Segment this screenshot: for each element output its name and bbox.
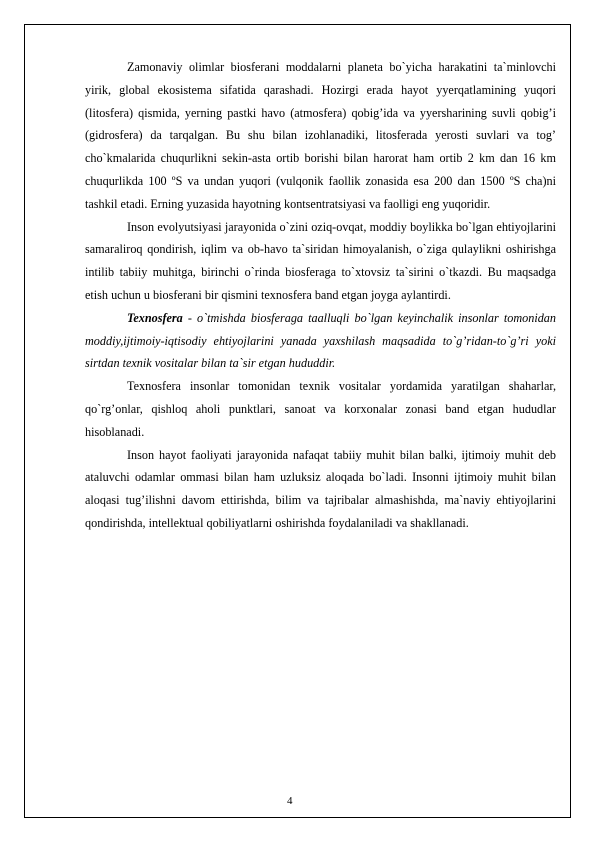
- definition-text: - o`tmishda biosferaga taalluqli bo`lgan keyinchalik insonlar tomonidan moddiy,ijtimoiy-iqtisodiy ehtiyojlarini yanada yaxshilash maqsadida to`g’ridan-to`g’ri yoki sirtdan texnik vositalar bilan ta`sir etgan hududdir.: [85, 310, 556, 371]
- paragraph-technosphere-areas: Texnosfera insonlar tomonidan texnik vositalar yordamida yaratilgan shaharlar, qo`rg’onlar, qishloq aholi punktlari, sanoat va korxonalar zonasi band etgan hududlar hisoblanadi.: [85, 379, 556, 439]
- paragraph-human-evolution: Inson evolyutsiyasi jarayonida o`zini oziq-ovqat, moddiy boylikka bo`lgan ehtiyojlarini samaraliroq qondirish, iqlim va ob-havo ta`siridan himoyalanish, o`ziga qulaylikni oshirishga intilib tabiiy muhitga, birinchi o`rinda biosferaga to`xtovsiz ta`sirini o`tkazdi. Bu maqsadga etish uchun u biosferani bir qismini texnosfera band etgan joyga aylantirdi.: [85, 219, 556, 302]
- document-body: [85, 56, 556, 535]
- paragraph-biosphere-intro: Zamonaviy olimlar biosferani moddalarni planeta bo`yicha harakatini ta`minlovchi yirik, global ekosistema sifatida qarashadi. Hozirgi erada hayot yyerqatlamining yuqori (litosfera) qismida, yerning pastki havo (atmosfera) qobig’ida va yyersharining suvli qobig’i (gidrosfera) da tarqalgan. Bu shu bilan izohlanadiki, litosferada yerosti suvlari va tog’ cho`kmalarida chuqurlikni sekin-asta ortib borishi bilan harorat ham ortib 2 km dan 16 km chuqurlikda 100 ºS va undan yuqori (vulqonik faollik zonasida esa 200 dan 1500 ºS cha)ni tashkil etadi. Erning yuzasida hayotning kontsentratsiyasi va faolligi eng yuqoridir.: [85, 60, 556, 211]
- paragraph-technosphere-definition: [85, 307, 556, 375]
- paragraph-social-environment: Inson hayot faoliyati jarayonida nafaqat tabiiy muhit bilan balki, ijtimoiy muhit deb ataluvchi odamlar ommasi bilan ham uzluksiz aloqada bo`ladi. Insonni ijtimoiy muhit bilan aloqasi tug’ilishni davom ettirishda, bilim va tajribalar almashishda, ma`naviy ehtiyojlarini qondirishda, intellektual qobiliyatlarni oshirishda foydalaniladi va shakllanadi.: [85, 447, 556, 530]
- page-number: 4: [287, 795, 293, 807]
- definition-term: Texnosfera: [127, 310, 183, 325]
